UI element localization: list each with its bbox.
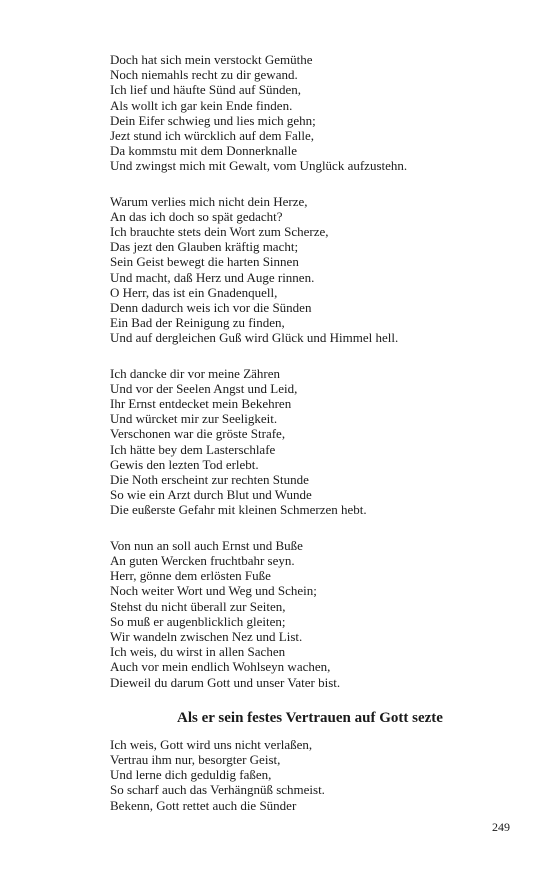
poem-page [110, 52, 510, 833]
poem-line: An das ich doch so spät gedacht? [110, 208, 283, 224]
poem-line: Ich weis, du wirst in allen Sachen [110, 644, 286, 660]
poem-line: Denn dadurch weis ich vor die Sünden [110, 300, 312, 316]
poem-line: So scharf auch das Verhängnüß schmeist. [110, 782, 325, 798]
poem-line: So muß er augenblicklich gleiten; [110, 613, 286, 629]
poem-line: Sein Geist bewegt die harten Sinnen [110, 254, 299, 270]
stanza-4 [110, 538, 510, 690]
poem-line: Warum verlies mich nicht dein Herze, [110, 193, 308, 209]
poem-line: Und vor der Seelen Angst und Leid, [110, 380, 298, 396]
poem-line: Verschonen war die gröste Strafe, [110, 426, 286, 442]
poem-line: Dein Eifer schwieg und lies mich gehn; [110, 112, 316, 128]
poem-line: O Herr, das ist ein Gnadenquell, [110, 284, 278, 300]
poem-line: Dieweil du darum Gott und unser Vater bist. [110, 674, 341, 690]
stanza-2 [110, 194, 510, 346]
poem-line: Noch weiter Wort und Weg und Schein; [110, 583, 317, 599]
section-heading: Als er sein festes Vertrauen auf Gott sezte [177, 709, 443, 726]
page-number: 249 [492, 820, 510, 834]
poem-line: Doch hat sich mein verstockt Gemüthe [110, 52, 313, 67]
poem-line: Ich dancke dir vor meine Zähren [110, 365, 281, 381]
poem-line: Und auf dergleichen Guß wird Glück und Himmel hell. [110, 330, 399, 346]
poem-line: Wir wandeln zwischen Nez und List. [110, 628, 303, 644]
poem-line: Und würcket mir zur Seeligkeit. [110, 411, 278, 427]
poem-line: Und lerne dich geduldig faßen, [110, 767, 272, 783]
poem-line: Die Noth erscheint zur rechten Stunde [110, 472, 309, 488]
poem-line: Ihr Ernst entdecket mein Bekehren [110, 396, 292, 412]
poem-line: Jezt stund ich würcklich auf dem Falle, [110, 128, 314, 144]
poem-line: Noch niemahls recht zu dir gewand. [110, 67, 298, 83]
poem-line: Ich brauchte stets dein Wort zum Scherze, [110, 224, 329, 240]
poem-line: Und macht, daß Herz und Auge rinnen. [110, 269, 315, 285]
poem-line: Ich lief und häufte Sünd auf Sünden, [110, 82, 301, 98]
poem-line: Als wollt ich gar kein Ende finden. [110, 97, 293, 113]
poem-line: Das jezt den Glauben kräftig macht; [110, 239, 299, 255]
poem-line: So wie ein Arzt durch Blut und Wunde [110, 487, 312, 503]
poem-line: Bekenn, Gott rettet auch die Sünder [110, 797, 297, 813]
poem-line: Vertrau ihm nur, besorgter Geist, [110, 751, 281, 767]
poem-line: Die eußerste Gefahr mit kleinen Schmerzen hebt. [110, 502, 367, 518]
poem-line: Auch vor mein endlich Wohlseyn wachen, [110, 659, 331, 675]
poem-line: Da kommstu mit dem Donnerknalle [110, 143, 298, 159]
stanza-3 [110, 366, 510, 518]
stanza-5 [110, 737, 510, 813]
stanza-1 [110, 52, 510, 174]
poem-line: Und zwingst mich mit Gewalt, vom Unglück aufzustehn. [110, 158, 408, 174]
poem-line: Ich hätte bey dem Lasterschlafe [110, 441, 276, 457]
poem-line: Ich weis, Gott wird uns nicht verlaßen, [110, 736, 313, 752]
poem-line: Von nun an soll auch Ernst und Buße [110, 537, 303, 553]
poem-line: Gewis den lezten Tod erlebt. [110, 456, 259, 472]
poem-line: Stehst du nicht überall zur Seiten, [110, 598, 286, 614]
poem-line: Ein Bad der Reinigung zu finden, [110, 315, 285, 331]
poem-line: An guten Wercken fruchtbahr seyn. [110, 552, 295, 568]
poem-line: Herr, gönne dem erlösten Fuße [110, 568, 271, 584]
